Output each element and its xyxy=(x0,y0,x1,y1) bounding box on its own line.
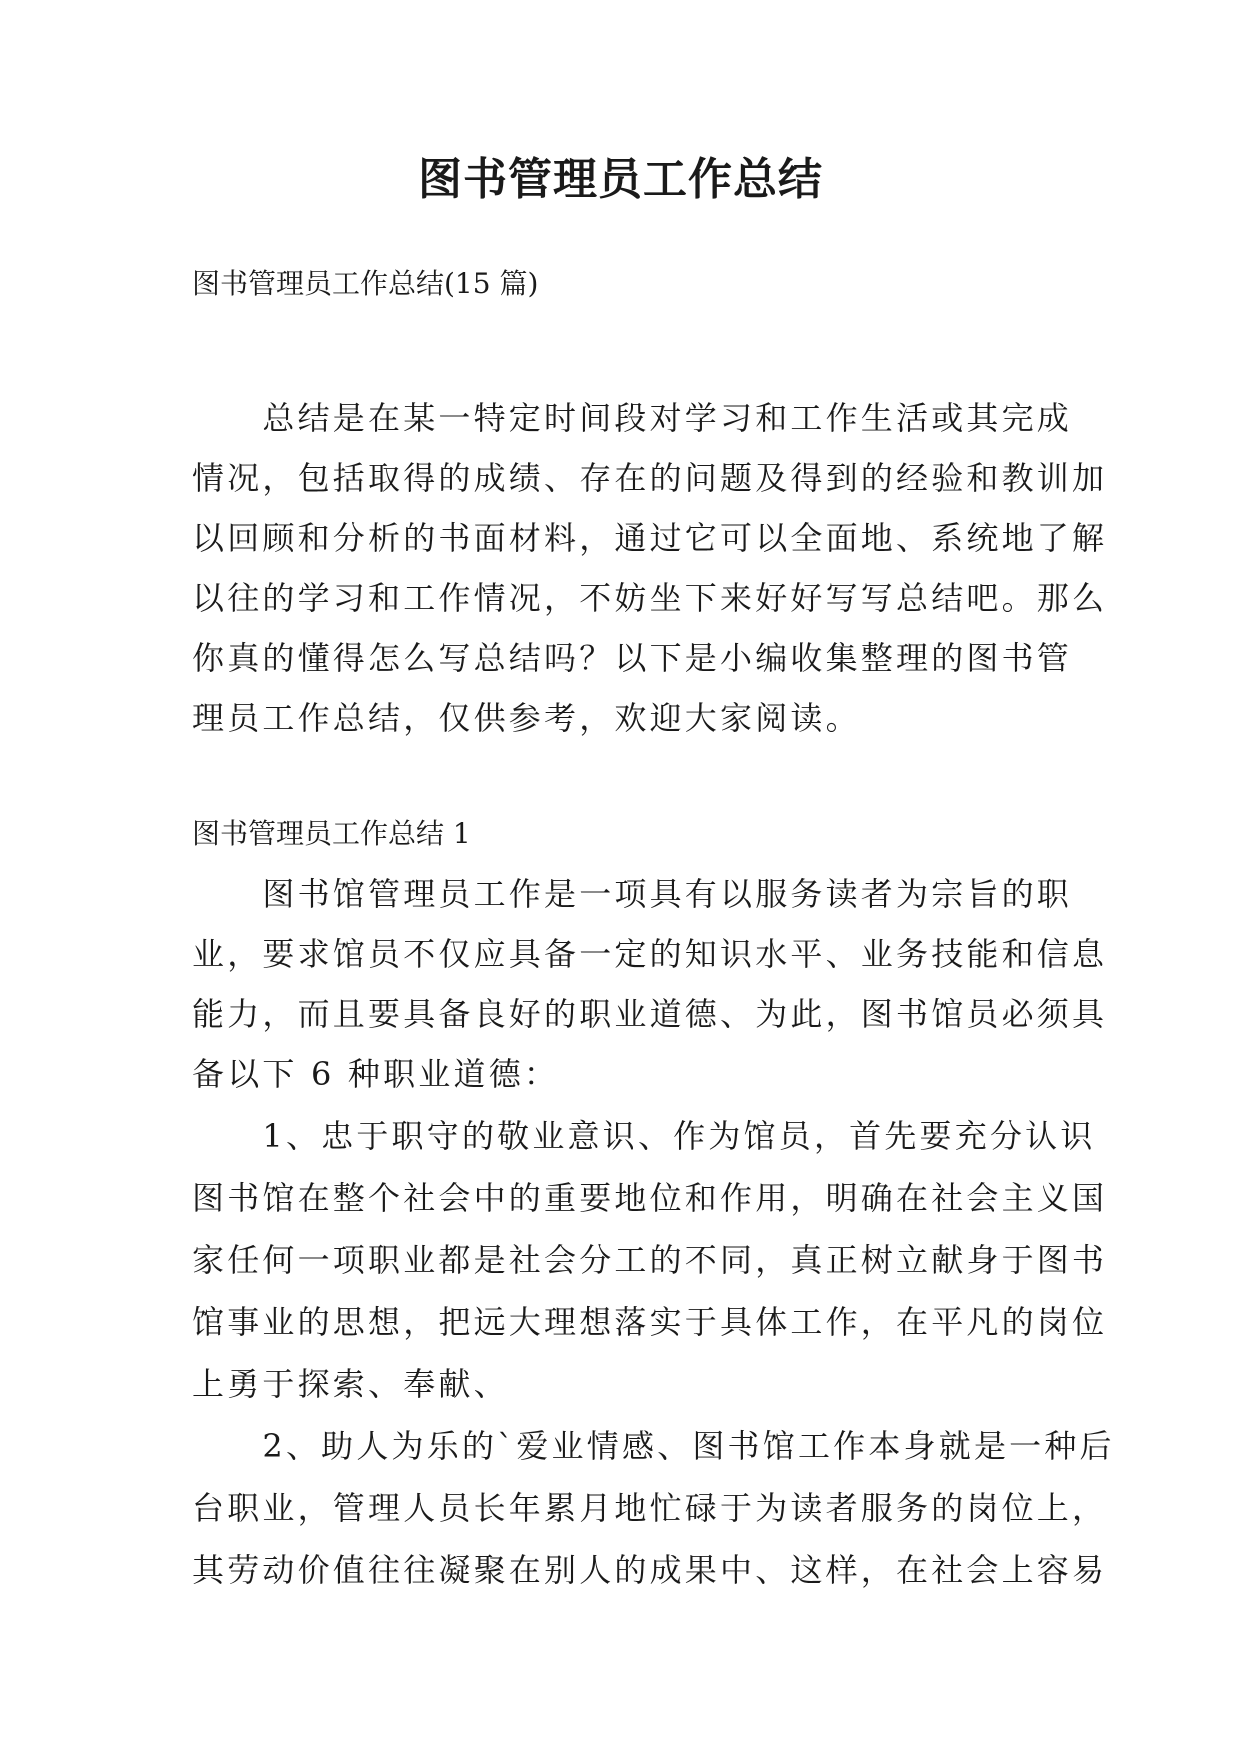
body-line: 馆事业的思想，把远大理想落实于具体工作，在平凡的岗位 xyxy=(192,1303,1108,1341)
document-title: 图书管理员工作总结 xyxy=(418,154,823,205)
body-line: 上勇于探索、奉献、 xyxy=(192,1365,509,1403)
intro-line: 以回顾和分析的书面材料，通过它可以全面地、系统地了解 xyxy=(192,519,1108,557)
body-line: 业，要求馆员不仅应具备一定的知识水平、业务技能和信息 xyxy=(192,935,1108,973)
body-line: 台职业，管理人员长年累月地忙碌于为读者服务的岗位上， xyxy=(192,1489,1108,1527)
intro-line: 总结是在某一特定时间段对学习和工作生活或其完成 xyxy=(192,399,1073,437)
body-line: 1、忠于职守的敬业意识、作为馆员，首先要充分认识 xyxy=(192,1117,1096,1155)
body-line: 能力，而且要具备良好的职业道德、为此，图书馆员必须具 xyxy=(192,995,1108,1033)
body-line: 图书馆管理员工作是一项具有以服务读者为宗旨的职 xyxy=(192,875,1073,913)
body-line: 备以下 6 种职业道德： xyxy=(192,1055,560,1093)
body-line: 其劳动价值往往凝聚在别人的成果中、这样，在社会上容易 xyxy=(192,1551,1108,1589)
intro-line: 情况，包括取得的成绩、存在的问题及得到的经验和教训加 xyxy=(192,459,1108,497)
body-line: 家任何一项职业都是社会分工的不同，真正树立献身于图书 xyxy=(192,1241,1108,1279)
section-heading: 图书管理员工作总结 1 xyxy=(192,817,471,850)
intro-line: 以往的学习和工作情况，不妨坐下来好好写写总结吧。那么 xyxy=(192,579,1108,617)
body-line: 图书馆在整个社会中的重要地位和作用，明确在社会主义国 xyxy=(192,1179,1108,1217)
intro-line: 理员工作总结，仅供参考，欢迎大家阅读。 xyxy=(192,699,861,737)
document-subtitle: 图书管理员工作总结(15 篇) xyxy=(192,267,539,300)
intro-line: 你真的懂得怎么写总结吗？以下是小编收集整理的图书管 xyxy=(192,639,1073,677)
body-line: 2、助人为乐的`爱业情感、图书馆工作本身就是一种后 xyxy=(192,1427,1115,1465)
